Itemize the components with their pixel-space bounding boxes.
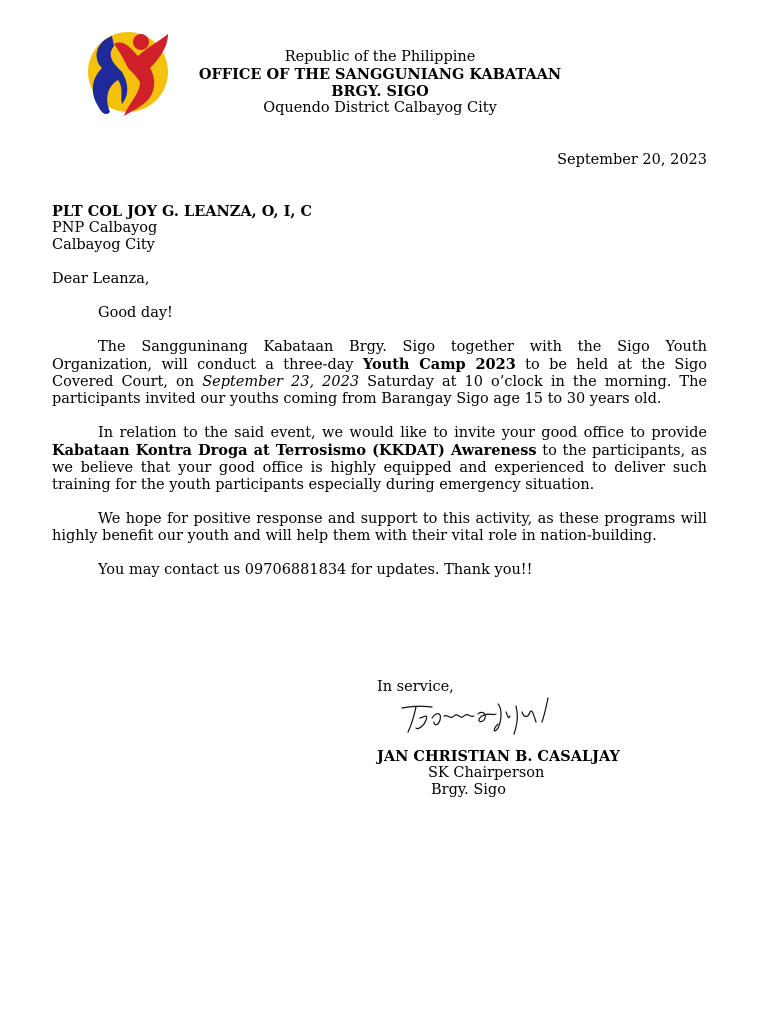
signatory-name: JAN CHRISTIAN B. CASALJAY <box>377 748 620 765</box>
addressee-block <box>52 203 312 254</box>
event-title: Youth Camp 2023 <box>362 356 516 373</box>
handwritten-signature <box>398 694 568 740</box>
signatory-position: SK Chairperson <box>428 765 545 781</box>
contact-text: You may contact us 09706881834 for updates. Thank you!! <box>98 562 533 578</box>
hope-paragraph <box>52 511 707 545</box>
event-paragraph <box>52 339 707 408</box>
addressee-city: Calbayog City <box>52 237 155 253</box>
letterhead-district: Oquendo District Calbayog City <box>263 100 497 116</box>
letterhead <box>160 49 600 117</box>
event-text-1: The Sangguninang Kabataan Brgy. Sigo together with the Sigo Youth Organization, will conduct a three-day <box>52 339 707 373</box>
addressee-name: PLT COL JOY G. LEANZA, O, I, C <box>52 203 313 220</box>
closing: In service, <box>377 679 454 695</box>
request-text-2: to the participants, as we believe that your good office is highly equipped and experienced to deliver such training for the youth participants especially during emergency situation. <box>52 443 707 493</box>
hope-text: We hope for positive response and support to this activity, as these programs will highly benefit our youth and will help them with their vital role in nation-building. <box>52 511 707 544</box>
event-text-3: Saturday at 10 o’clock in the morning. The participants invited our youths coming from Barangay Sigo age 15 to 30 years old. <box>52 374 707 407</box>
contact-paragraph <box>52 562 707 579</box>
greeting-paragraph <box>52 305 707 322</box>
request-paragraph <box>52 425 707 494</box>
request-text-1: In relation to the said event, we would like to invite your good office to provide <box>98 425 707 441</box>
letterhead-country: Republic of the Philippine <box>284 49 476 65</box>
request-program: Kabataan Kontra Droga at Terrosismo (KKDAT) Awareness <box>52 442 537 459</box>
letterhead-barangay: BRGY. SIGO <box>331 83 429 100</box>
logo-red-head <box>133 34 149 50</box>
letter-body <box>52 305 707 596</box>
letterhead-office: OFFICE OF THE SANGGUNIANG KABATAAN <box>198 66 562 83</box>
event-text-2: to be held at the Sigo Covered Court, on <box>52 357 707 390</box>
salutation: Dear Leanza, <box>52 271 150 287</box>
addressee-org: PNP Calbayog <box>52 220 158 236</box>
signatory-block <box>377 748 620 799</box>
letter-date: September 20, 2023 <box>557 152 707 168</box>
event-date: September 23, 2023 <box>202 374 360 390</box>
greeting-text: Good day! <box>98 305 173 321</box>
signatory-office: Brgy. Sigo <box>431 782 506 798</box>
